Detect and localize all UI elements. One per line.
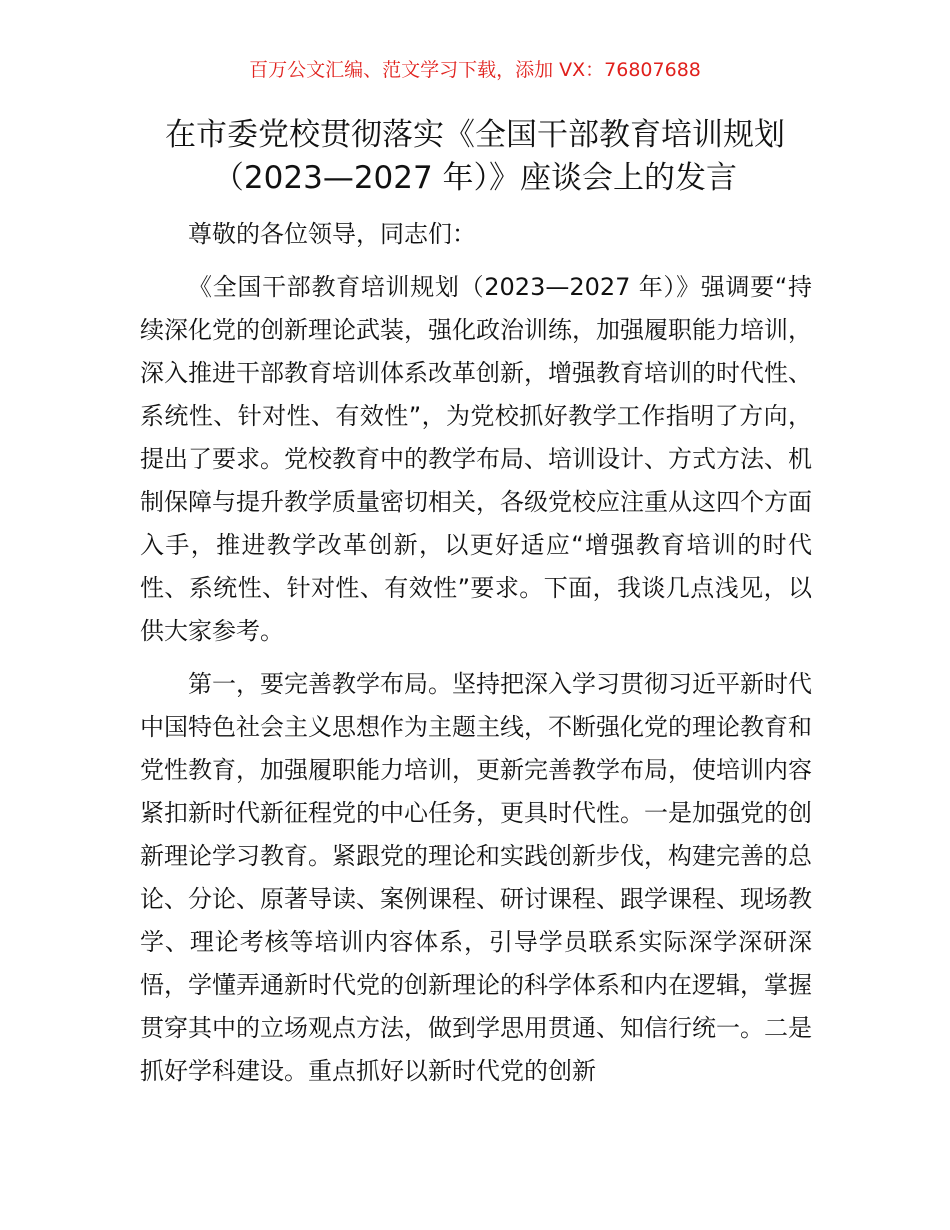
document-title [60,114,890,200]
document-body [140,213,812,1093]
title-line-1: 在市委党校贯彻落实《全国干部教育培训规划 [165,117,785,153]
title-line-2: （2023—2027 年）》座谈会上的发言 [212,160,738,196]
body-paragraph: 《全国干部教育培训规划（2023—2027 年）》强调要“持续深化党的创新理论武装，强化政治训练，加强履职能力培训，深入推进干部教育培训体系改革创新，增强教育培训的时代性、系统性、针对性、有效性”，为党校抓好教学工作指明了方向，提出了要求。党校教育中的教学布局、培训设计、方式方法、机制保障与提升教学质量密切相关，各级党校应注重从这四个方面入手，推进教学改革创新，以更好适应“增强教育培训的时代性、系统性、针对性、有效性”要求。下面，我谈几点浅见，以供大家参考。 [140,273,812,645]
salutation: 尊敬的各位领导，同志们： [188,220,476,248]
body-paragraph: 第一，要完善教学布局。坚持把深入学习贯彻习近平新时代中国特色社会主义思想作为主题主线，不断强化党的理论教育和党性教育，加强履职能力培训，更新完善教学布局，使培训内容紧扣新时代新征程党的中心任务，更具时代性。一是加强党的创新理论学习教育。紧跟党的理论和实践创新步伐，构建完善的总论、分论、原著导读、案例课程、研讨课程、跟学课程、现场教学、理论考核等培训内容体系，引导学员联系实际深学深研深悟，学懂弄通新时代党的创新理论的科学体系和内在逻辑，掌握贯穿其中的立场观点方法，做到学思用贯通、知信行统一。二是抓好学科建设。重点抓好以新时代党的创新 [140,670,812,1085]
promo-banner: 百万公文汇编、范文学习下载，添加 VX：76807688 [249,59,701,81]
